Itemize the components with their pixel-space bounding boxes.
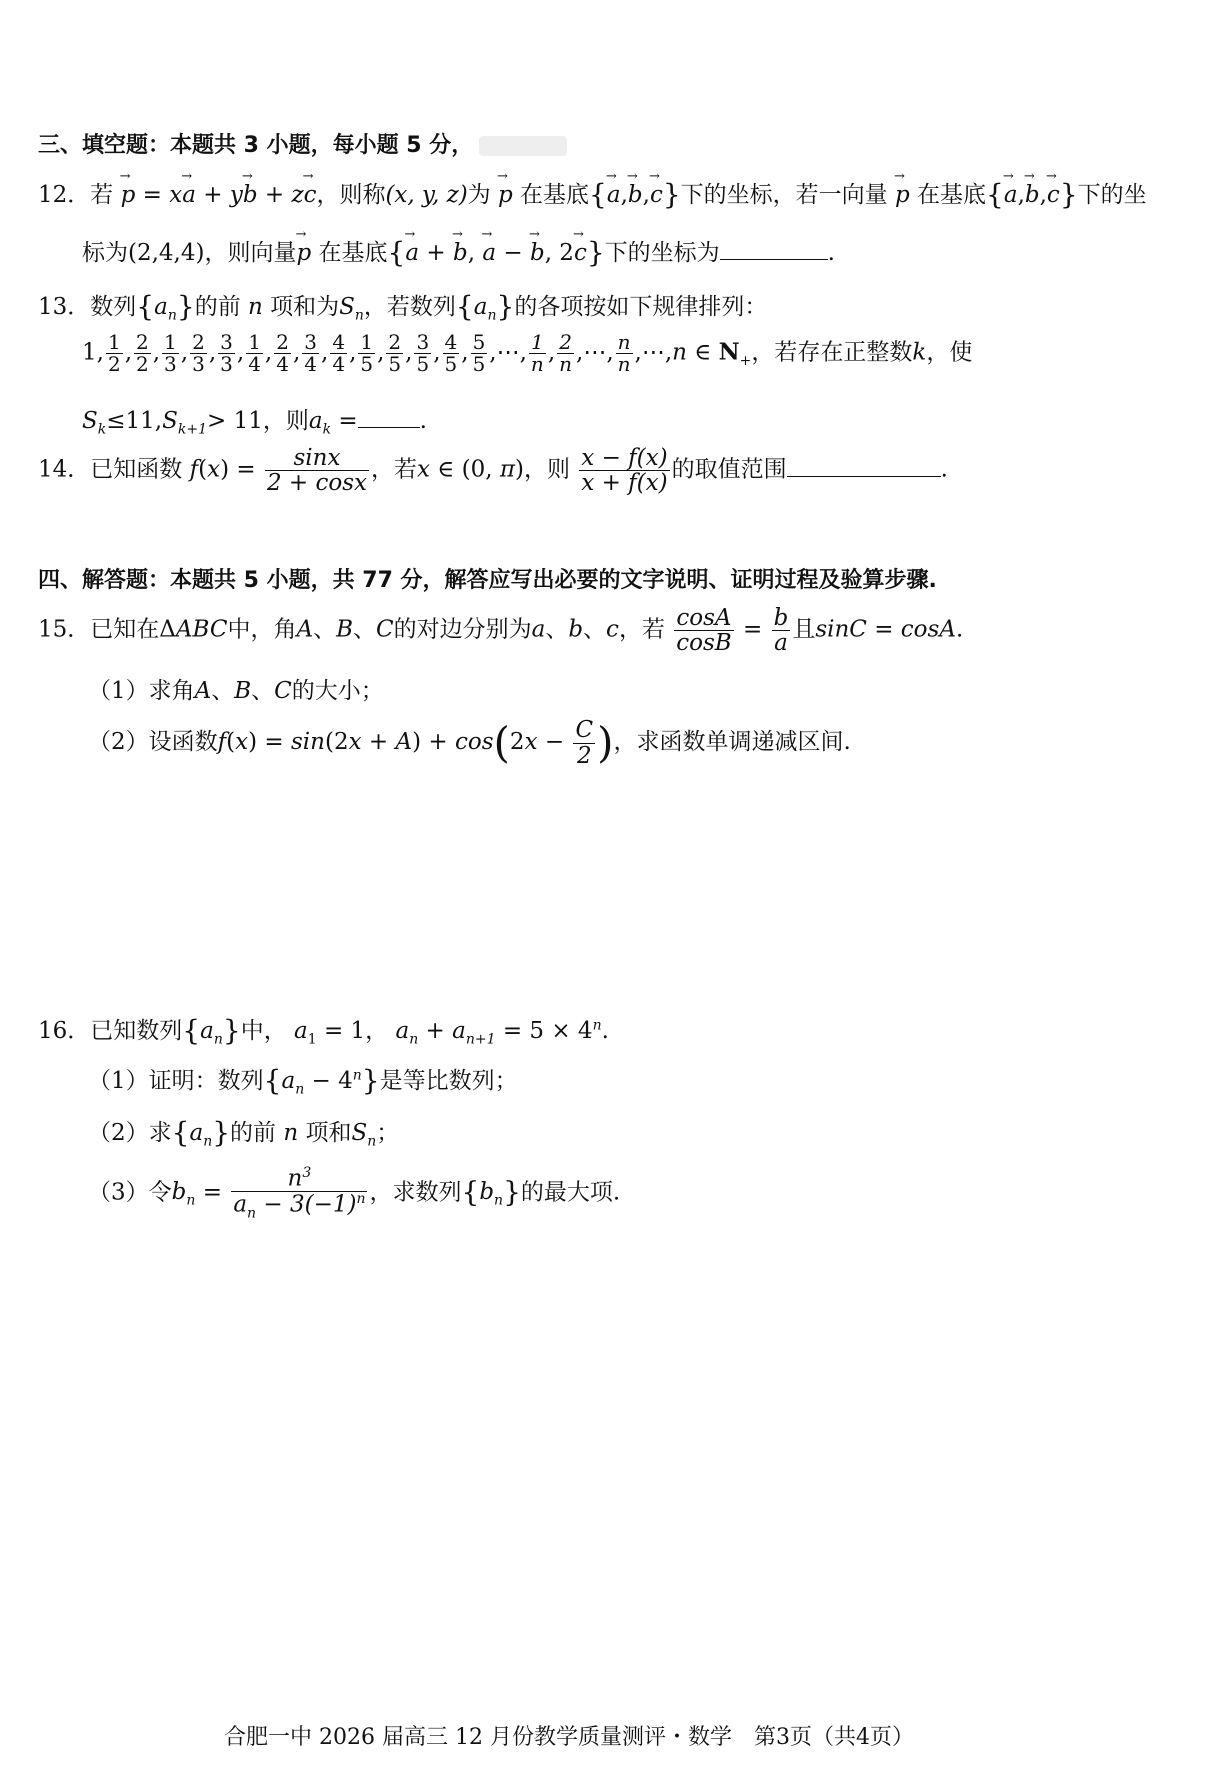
question-13-line-1: 13．数列$\{a_n\}$的前 n 项和为$S_n$，若数列$\{a_n\}$的各项按如下规律排列： (38, 290, 768, 324)
question-16-part-2: （2）求$\{a_n\}$的前 n 项和$S_n$； (88, 1116, 400, 1150)
question-16: 16．已知数列$\{a_n\}$中， $a_1 = 1$， $a_n + a_{n+1} = 5 \times 4^n$. (38, 1014, 609, 1048)
question-15-part-1: （1）求角A、B、C的大小； (88, 678, 384, 704)
question-16-part-1: （1）证明：数列$\{a_n - 4^n\}$是等比数列； (88, 1064, 518, 1098)
question-15-part-2: （2）设函数f(x) = sin(2x + A) + cos(2x − $\frac{C}{2}$ )，求函数单调递减区间. (88, 717, 851, 769)
answer-blank[interactable] (787, 456, 941, 477)
page-footer: 合肥一中 2026 届高三 12 月份教学质量测评・数学 第3页（共4页） (224, 1725, 914, 1750)
question-12-line-2: 标为(2,4,4)，则向量→ p 在基底{→ a + → b, → a − → b, 2→ c}下的坐标为 . (82, 234, 835, 269)
section-fill-blank-title: 三、填空题：本题共 3 小题，每小题 5 分， (38, 128, 567, 159)
answer-blank[interactable] (358, 407, 420, 428)
question-13-sequence: 1, $\frac{1}{2}$ , $\frac{2}{2}$ , $\frac{1}{3}$ , $\frac{2}{3}$ , $\frac{3}{3}$ , $\frac{1}{4}$ , $\frac{2}{4}$ , $\frac{3}{4}$ , $\frac{4}{4}$ , $\frac{1}{5}$ , $\frac{2}{5}$ , $\frac{3}{5}$ , $\frac{4}{5}$ , $\frac{5}{5}$ ,⋯, $\frac{1}{n}$ , $\frac{2}{n}$ ,⋯, $\frac{n}{n}$ ,⋯,n ∈ $N_+$，若存在正整数k，使 (82, 330, 973, 376)
question-15: 15．已知在ΔABC中，角A、B、C的对边分别为a、b、c，若 $\frac{\cos A}{\cos B}$ = $\frac{b}{a}$ 且sinC = cosA. (38, 605, 964, 657)
question-12-line-1: 12．若 → p = x→ a + y→ b + z→ c，则称(x, y, z)为 → p 在基底{→ a,→ b,→ c}下的坐标，若一向量 → p 在基底{→ a,→ b,→ c}下的坐 (38, 176, 1147, 211)
question-13-line-3: $S_k\le 11,S_{k+1}> 11$，则$a_k$ = . (82, 408, 427, 438)
redacted-mark (479, 136, 567, 156)
section-answer-title: 四、解答题：本题共 5 小题，共 77 分，解答应写出必要的文字说明、证明过程及验算步骤. (38, 568, 937, 593)
answer-blank[interactable] (720, 239, 828, 260)
question-14: 14．已知函数 f(x) = $\frac{\sin x}{2 + \cos x}$ ，若x ∈ (0, π)，则 $\frac{x - f(x)}{x + f(x)}$ 的取值范围 . (38, 445, 948, 497)
question-16-part-3: （3）令$b_n$ = $\frac{n^3}{a_n - 3(-1)^n}$ ，求数列$\{b_n\}$的最大项. (88, 1165, 621, 1222)
